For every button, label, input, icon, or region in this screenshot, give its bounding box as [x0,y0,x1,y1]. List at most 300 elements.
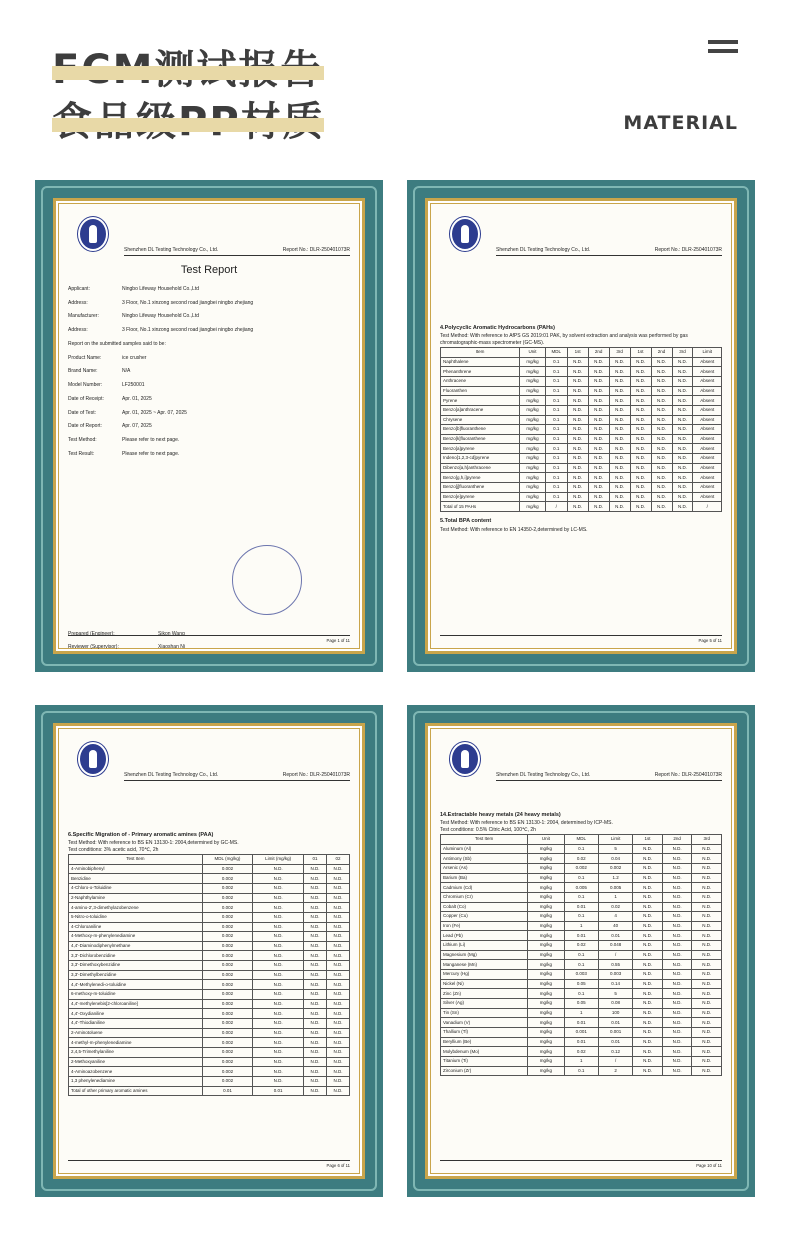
table-row [69,883,350,893]
table-cell: N.D. [633,854,663,864]
table-cell: Absent [693,492,722,502]
table-cell: mg/kg [528,1057,564,1067]
table-cell: N.D. [253,912,304,922]
table-row [69,874,350,884]
table-cell: 4 [598,912,632,922]
table-cell: N.D. [567,386,588,396]
table-cell: Aluminum (Al) [441,844,528,854]
table-row [441,1008,722,1018]
table-cell: N.D. [633,883,663,893]
table-cell: Dibenzo[a,h]anthracene [441,463,520,473]
field-row [68,451,350,458]
table-cell: Absent [693,434,722,444]
table-cell: N.D. [692,1028,722,1038]
table-cell: N.D. [588,367,609,377]
table-cell: mg/kg [520,357,546,367]
test-method: Test Method: With reference to EN 14350-2,determined by LC-MS. [440,526,588,533]
table-cell: N.D. [588,483,609,493]
lab-logo-icon [78,217,108,251]
table-cell: mg/kg [528,1047,564,1057]
table-cell: N.D. [662,960,692,970]
table-cell: 1 [598,892,632,902]
table-row [441,863,722,873]
table-cell: mg/kg [528,854,564,864]
table-cell: N.D. [304,961,327,971]
table-cell: / [545,502,567,512]
table-cell: N.D. [304,1057,327,1067]
lab-logo-icon [450,217,480,251]
column-header: Unit [520,347,546,357]
table-row [441,454,722,464]
column-header: Item [441,347,520,357]
table-cell: Absent [693,444,722,454]
table-cell: Indeno[1,2,3-cd]pyrene [441,454,520,464]
table-cell: 0.002 [202,912,253,922]
table-cell: Magnesium (Mg) [441,950,528,960]
table-cell: N.D. [633,941,663,951]
table-cell: 0.001 [564,1028,598,1038]
table-cell: 0.002 [202,1048,253,1058]
table-cell: N.D. [567,492,588,502]
test-method: Test Method: With reference to AfPS GS 2019:01 PAK, by solvent extraction and analysis was performed by gas chromatographic-mass spectrometer (GC-MS). [440,333,688,347]
table-cell: 0.05 [564,999,598,1009]
certificate-frame [35,180,383,672]
table-cell: Benzidine [69,874,203,884]
table-cell: Thallium (Tl) [441,1028,528,1038]
table-cell: N.D. [567,454,588,464]
field-label: Date of Receipt: [68,395,104,402]
table-cell: N.D. [630,492,651,502]
table-row [441,979,722,989]
table-cell: N.D. [327,999,350,1009]
table-cell: 0.002 [202,922,253,932]
table-row [441,892,722,902]
table-cell: Lead (Pb) [441,931,528,941]
table-cell: N.D. [633,873,663,883]
table-cell: 4,4'-Diaminodiphenylmethane [69,941,203,951]
table-cell: N.D. [672,463,693,473]
table-cell: N.D. [630,463,651,473]
table-cell: 0.1 [545,454,567,464]
prepared-name: Sikon Wang [158,630,185,637]
table-row [69,970,350,980]
table-cell: N.D. [692,1037,722,1047]
table-cell: N.D. [253,1038,304,1048]
table-cell: 0.14 [598,979,632,989]
table-cell: 0.01 [564,931,598,941]
table-cell: N.D. [327,1048,350,1058]
table-row [441,396,722,406]
field-value: 3 Floor, No.1 xinzong second road jiangbei ningbo zhejiang [122,299,254,306]
table-row [441,473,722,483]
pah-table [440,347,722,512]
field-row [68,396,350,403]
table-cell: N.D. [672,434,693,444]
table-cell: N.D. [630,357,651,367]
table-row [441,883,722,893]
report-number: Report No.: DLR-250401073R [654,772,722,778]
table-cell: N.D. [651,454,672,464]
table-cell: Benzo[j]fluoranthene [441,483,520,493]
table-cell: N.D. [588,425,609,435]
table-cell: N.D. [304,1067,327,1077]
table-row [69,903,350,913]
table-cell: N.D. [327,1009,350,1019]
field-label: Applicant: [68,285,90,292]
table-cell: 0.02 [564,941,598,951]
table-cell: 0.002 [202,864,253,874]
table-cell: 6-methoxy-m-toluidine [69,990,203,1000]
table-cell: N.D. [633,1047,663,1057]
table-cell: N.D. [304,1038,327,1048]
reviewer-name: Xiaoshan Ni [158,644,185,651]
table-cell: N.D. [630,473,651,483]
table-cell: N.D. [651,425,672,435]
table-row [441,405,722,415]
table-cell: N.D. [662,844,692,854]
table-cell: N.D. [567,502,588,512]
table-row [69,922,350,932]
table-cell: Absent [693,415,722,425]
table-cell: N.D. [588,386,609,396]
table-cell: 3,3'-Dimethylbenzidine [69,970,203,980]
table-row [441,357,722,367]
column-header: MDL [564,834,598,844]
table-cell: Beryllium (Be) [441,1037,528,1047]
table-cell: N.D. [567,367,588,377]
table-cell: Cadmium (Cd) [441,883,528,893]
table-cell: 4-Chloroaniline [69,922,203,932]
table-cell: N.D. [327,1038,350,1048]
field-row [68,327,350,334]
column-header: 1st [633,834,663,844]
table-cell: N.D. [662,950,692,960]
table-cell: N.D. [304,941,327,951]
table-cell: Absent [693,386,722,396]
table-cell: N.D. [630,434,651,444]
table-cell: N.D. [692,970,722,980]
table-cell: N.D. [304,883,327,893]
table-cell: N.D. [327,922,350,932]
table-cell: mg/kg [520,444,546,454]
table-cell: N.D. [692,1057,722,1067]
table-cell: 2,4,5-Trimethylaniline [69,1048,203,1058]
table-cell: Fluoranthen [441,386,520,396]
report-number: Report No.: DLR-250401073R [282,772,350,778]
table-cell: N.D. [567,376,588,386]
table-cell: 0.002 [202,970,253,980]
lab-logo-icon [78,742,108,776]
table-cell: N.D. [662,970,692,980]
table-cell: N.D. [588,473,609,483]
table-cell: N.D. [672,425,693,435]
table-row [69,912,350,922]
table-cell: 4-amino-2',3-dimethylazobenzene [69,903,203,913]
table-cell: N.D. [327,941,350,951]
table-cell: N.D. [253,1028,304,1038]
table-cell: N.D. [651,502,672,512]
table-cell: N.D. [588,502,609,512]
table-cell: / [598,1057,632,1067]
table-cell: N.D. [304,1048,327,1058]
table-cell: N.D. [692,999,722,1009]
section-title: 5.Total BPA content [440,518,492,525]
table-cell: N.D. [662,1066,692,1076]
table-cell: N.D. [253,999,304,1009]
table-cell: N.D. [662,979,692,989]
table-row [69,951,350,961]
field-row [68,437,350,444]
table-cell: N.D. [253,980,304,990]
table-cell: N.D. [633,970,663,980]
table-cell: mg/kg [528,921,564,931]
table-cell: mg/kg [528,960,564,970]
table-cell: N.D. [609,367,630,377]
table-cell: N.D. [304,970,327,980]
table-cell: 0.002 [202,1067,253,1077]
table-cell: N.D. [253,970,304,980]
table-cell: N.D. [327,893,350,903]
table-cell: N.D. [692,989,722,999]
table-cell: N.D. [253,1048,304,1058]
table-cell: N.D. [253,1019,304,1029]
table-cell: N.D. [672,502,693,512]
table-cell: N.D. [672,454,693,464]
table-cell: N.D. [253,932,304,942]
column-header: Test Item [69,854,203,864]
table-cell: N.D. [672,357,693,367]
table-cell: 0.005 [564,883,598,893]
table-cell: 0.002 [202,951,253,961]
table-row [441,989,722,999]
certificate-frame [407,705,755,1197]
table-cell: Total of 15 PAHs [441,502,520,512]
table-row [441,376,722,386]
lab-name: Shenzhen DL Testing Technology Co., Ltd. [124,772,219,778]
table-cell: N.D. [633,1066,663,1076]
report-number: Report No.: DLR-250401073R [282,247,350,253]
report-title: Test Report [180,264,238,276]
table-cell: N.D. [662,921,692,931]
table-cell: N.D. [567,463,588,473]
table-cell: N.D. [304,999,327,1009]
table-cell: / [598,950,632,960]
table-cell: 0.002 [202,1009,253,1019]
table-cell: Absent [693,483,722,493]
table-row [441,999,722,1009]
table-cell: 2-Naphthylamine [69,893,203,903]
field-label: Address: [68,327,88,334]
table-row [441,854,722,864]
table-cell: N.D. [304,922,327,932]
table-cell: Absent [693,357,722,367]
table-row [441,425,722,435]
table-cell: Antimony (Sb) [441,854,528,864]
column-header: Limit (mg/kg) [253,854,304,864]
table-cell: 0.002 [202,1028,253,1038]
table-cell: N.D. [630,376,651,386]
table-cell: 0.01 [564,1018,598,1028]
field-label: Address: [68,299,88,306]
table-cell: N.D. [692,883,722,893]
table-cell: 0.02 [564,1047,598,1057]
table-cell: Titanium (Ti) [441,1057,528,1067]
table-cell: N.D. [609,434,630,444]
menu-icon[interactable] [708,40,738,56]
table-cell: N.D. [662,863,692,873]
table-cell: Benzo[g,h,i]pyrene [441,473,520,483]
table-cell: Cobalt (Co) [441,902,528,912]
table-cell: N.D. [633,921,663,931]
table-cell: N.D. [253,893,304,903]
table-cell: 1.2 [598,873,632,883]
table-cell: mg/kg [520,483,546,493]
table-cell: mg/kg [528,902,564,912]
table-row [69,1009,350,1019]
table-cell: N.D. [651,483,672,493]
headline-underline [52,118,324,132]
table-cell: N.D. [609,376,630,386]
table-cell: 0.01 [202,1086,253,1096]
table-cell: N.D. [662,902,692,912]
column-header: 3rd [672,347,693,357]
table-cell: 1 [564,1008,598,1018]
table-cell: 0.1 [564,912,598,922]
field-label: Report on the submitted samples said to be: [68,340,166,347]
table-cell: N.D. [567,483,588,493]
table-cell: 0.003 [564,970,598,980]
column-header: 1st [567,347,588,357]
test-conditions: Test conditions: 0.5% Citric Acid, 100℃, 2h [440,827,536,834]
table-cell: N.D. [304,932,327,942]
table-cell: mg/kg [528,941,564,951]
table-cell: 0.002 [202,990,253,1000]
page-number: Page 10 of 11 [696,1163,722,1168]
table-cell: 40 [598,921,632,931]
field-value: N/A [122,368,131,375]
field-row [68,341,350,348]
table-cell: 0.01 [598,1037,632,1047]
table-cell: N.D. [662,912,692,922]
table-cell: 4-Aminoazobenzene [69,1067,203,1077]
table-cell: mg/kg [528,1066,564,1076]
table-row [441,434,722,444]
table-cell: N.D. [651,492,672,502]
table-cell: Absent [693,425,722,435]
table-cell: N.D. [672,405,693,415]
table-cell: N.D. [692,912,722,922]
table-cell: 0.002 [202,941,253,951]
table-cell: 0.01 [253,1086,304,1096]
table-cell: N.D. [327,1028,350,1038]
table-row [441,970,722,980]
table-cell: N.D. [327,932,350,942]
table-cell: mg/kg [528,1008,564,1018]
table-cell: mg/kg [528,863,564,873]
table-cell: N.D. [304,893,327,903]
table-cell: N.D. [692,873,722,883]
table-cell: mg/kg [520,386,546,396]
company-stamp-icon [232,545,302,615]
table-row [69,932,350,942]
table-cell: N.D. [630,483,651,493]
table-cell: Benzo[a]pyrene [441,444,520,454]
table-cell: 5 [598,989,632,999]
table-cell: N.D. [633,950,663,960]
table-cell: Absent [693,367,722,377]
table-cell: mg/kg [520,463,546,473]
table-cell: N.D. [304,980,327,990]
table-cell: N.D. [630,415,651,425]
table-cell: Molybdenum (Mo) [441,1047,528,1057]
table-cell: N.D. [651,396,672,406]
field-label: Manufacturer: [68,313,99,320]
column-header: 02 [327,854,350,864]
table-cell: mg/kg [528,1037,564,1047]
table-cell: 0.002 [202,980,253,990]
column-header: 01 [304,854,327,864]
test-conditions: Test conditions: 3% acetic acid, 70℃, 2h [68,847,159,854]
table-cell: N.D. [692,1018,722,1028]
table-cell: 0.1 [545,357,567,367]
column-header: Unit [528,834,564,844]
table-cell: 0.1 [545,386,567,396]
table-cell: N.D. [692,1008,722,1018]
table-cell: N.D. [609,463,630,473]
table-cell: N.D. [672,483,693,493]
table-cell: 0.1 [564,873,598,883]
table-cell: N.D. [588,454,609,464]
table-cell: N.D. [633,1028,663,1038]
field-label: Product Name: [68,354,102,361]
table-row [69,864,350,874]
table-row [69,893,350,903]
table-row [441,444,722,454]
table-cell: 0.002 [202,893,253,903]
table-cell: 0.1 [545,444,567,454]
table-cell: 0.01 [564,1037,598,1047]
section-title: 6.Specific Migration of - Primary aromatic amines (PAA) [68,832,214,838]
table-cell: N.D. [651,376,672,386]
table-cell: mg/kg [520,454,546,464]
table-cell: N.D. [609,454,630,464]
table-row [69,961,350,971]
table-cell: N.D. [327,1067,350,1077]
column-header: 3rd [609,347,630,357]
table-cell: 0.1 [545,396,567,406]
field-label: Brand Name: [68,368,98,375]
table-cell: N.D. [633,1018,663,1028]
table-cell: N.D. [651,434,672,444]
table-cell: N.D. [651,473,672,483]
field-value: Please refer to next page. [122,437,180,444]
table-cell: N.D. [609,492,630,502]
lab-name: Shenzhen DL Testing Technology Co., Ltd. [124,247,219,253]
table-cell: N.D. [253,1057,304,1067]
table-cell: Absent [693,463,722,473]
table-cell: Pyrene [441,396,520,406]
column-header: 3rd [692,834,722,844]
section-title: 4.Polycyclic Aromatic Hydrocarbons (PAHs) [440,325,555,331]
table-cell: N.D. [672,415,693,425]
table-cell: N.D. [588,434,609,444]
certificate-page [425,198,737,654]
table-cell: Absent [693,405,722,415]
table-cell: N.D. [253,1067,304,1077]
table-cell: N.D. [304,874,327,884]
table-cell: Zirconium (Zr) [441,1066,528,1076]
table-cell: N.D. [662,999,692,1009]
